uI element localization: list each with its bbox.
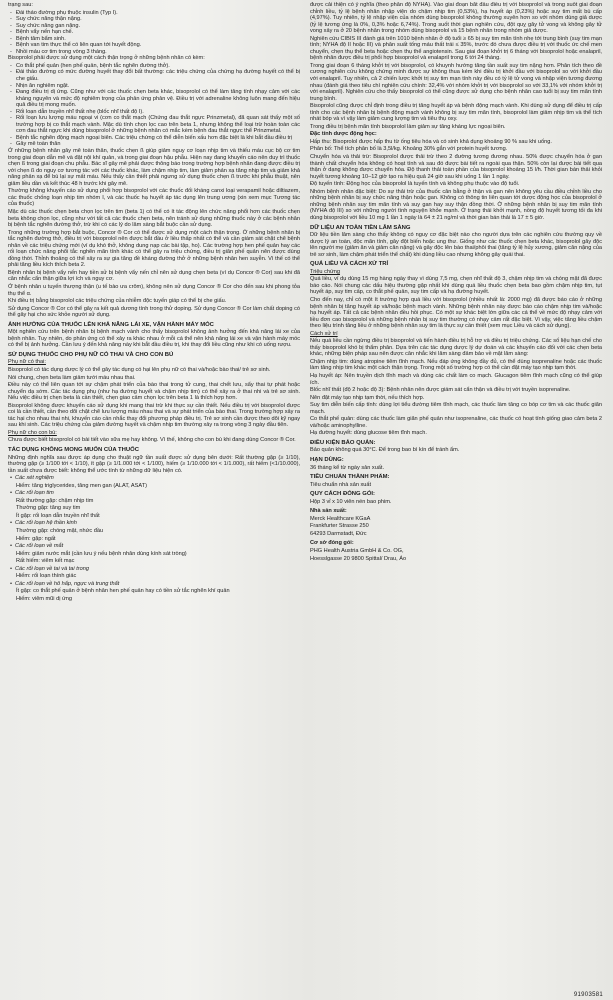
- overdose-paragraph-3: Nếu quá liều cần ngừng điều trị bisoprolol và tiến hành điều trị hỗ trợ và điều trị triệu chứng. Các số liệu hạn chế cho thấy bisoprolol khó bị thẩm phân. Dựa trên các tác dụng dược lý dự đoán và các khuyến cáo đối với các chẹn beta khác, những biện pháp sau nên được cân nhắc khi lâm sàng đảm bảo về mặt lâm sàng:: [310, 338, 602, 358]
- standard-heading: TIÊU CHUẨN THÀNH PHẨM:: [310, 474, 390, 481]
- group-line: Hiếm: giảm nước mắt (cần lưu ý nếu bệnh nhân dùng kính sát tròng): [16, 550, 187, 557]
- group-line: Rất thường gặp: chậm nhịp tim: [16, 497, 94, 504]
- overdose-paragraph-10: Hạ đường huyết: dùng glucose tiêm tĩnh mạch.: [310, 430, 427, 437]
- list-item: - Bệnh vẩy nến hạn chế.: [16, 29, 300, 36]
- group-title: • Các rối loạn hệ thần kinh: [10, 520, 300, 527]
- pregnancy-paragraph-4: Bisoprolol không được khuyến cáo sử dụng khi mang thai trừ khi thực sự cần thiết. Nếu điều trị với bisoprolol được coi là cần thiết, cần theo dõi chặt chẽ lưu lượng máu nhau thai và sự phát triển của bào thai. Trong trường hợp xảy ra tác hại cho nhau thai nhi, khuyến cáo cần nhắc thay đổi phương pháp điều trị. Trẻ sơ sinh cần được theo dõi kỹ ngay sau khi sinh. Các triệu chứng của giảm đường huyết và chậm nhịp tim thường xảy ra trong vòng 3 ngày đầu tiên.: [8, 402, 300, 429]
- contraindication-list: [8, 10, 300, 56]
- overdose-paragraph-9: Co thắt phế quản: dùng các thuốc làm giãn phế quản như isoprenaline, các thuốc có hoạt tính giống giao cảm beta 2 và/hoặc aminophylline.: [310, 416, 602, 429]
- psoriasis-paragraph: Bệnh nhân bị bệnh vẩy nến hay tiền sử bị bệnh vẩy nến chỉ nên sử dụng chẹn beta (ví dụ Concor ® Cor) sau khi đã cân nhắc cẩn thận giữa lợi ích và nguy cơ.: [8, 269, 300, 283]
- overdose-paragraph-7: Nên đặt máy tạo nhịp tạm thời, nếu thích hợp.: [310, 394, 425, 401]
- pheochromocytoma-paragraph: Ở bệnh nhân u tuyến thượng thận (u tế bào ưa crôm), không nên sử dụng Concor ® Cor cho đến sau khi phong tỏa thụ thể α.: [8, 283, 300, 297]
- manufacturer-line: Merck Healthcare KGaA: [310, 515, 371, 522]
- pregnancy-paragraph-1: Bisoprolol có tác dụng dược lý có thể gây tác dụng có hại lên phụ nữ có thai và/hoặc bào thai/ trẻ sơ sinh.: [8, 366, 271, 373]
- driving-paragraph: Một nghiên cứu trên bệnh nhân bị bệnh mạch vành cho thấy bisoprolol không ảnh hưởng đến khả năng lái xe của bệnh nhân. Tuy nhiên, do phản ứng có thể xảy ra khác nhau ở mỗi cá thể nên khả năng lái xe và vận hành máy móc có thể bị ảnh hưởng. Cần lưu ý đến khả năng này khi bắt đầu điều trị, khi thay đổi liều cũng như khi có uống rượu.: [8, 329, 300, 349]
- lactation-paragraph: Chưa được biết bisoprolol có bài tiết vào sữa mẹ hay không. Vì thế, không cho con bú khi đang dùng Concor ® Cor.: [8, 437, 296, 444]
- study-paragraph-3: Trong giai đoạn 6 tháng khởi trị với bisoprolol, có khuynh hướng tăng tần suất suy tim nặng hơn. Phân tích theo đề cương nghiên cứu không chứng minh được sự không thua kém khi điều trị khởi đầu với bisoprolol so với khởi đầu với enalapril. Tuy nhiên, cả 2 chiến lược khởi trị suy tim mạn tính này đều có tỷ lệ tử vong và nhập viện tương đương nhau (đánh giá theo tiêu chí nghiên cứu chính: 32,4% với nhóm khởi trị với bisoprolol so với 33,1% với nhóm khởi trị với enalapril). Nghiên cứu cho thấy bisoprolol có thể cũng được sử dụng cho bệnh nhân cao tuổi bị suy tim mãn tính trung bình.: [310, 62, 602, 102]
- anesthesia-paragraph: Ở những bệnh nhân gây mê toàn thân, thuốc chẹn ß giúp giảm nguy cơ loạn nhịp tim và thiếu máu cục bộ cơ tim trong giai đoạn dẫn mê và đặt nội khí quản, và trong giai đoạn hậu phẫu. Hiện nay đang khuyến cáo nên duy trì thuốc chẹn ß trong giai đoạn chu phẫu. Bác sĩ gây mê phải được thông báo trong trường hợp bệnh nhân đang được điều trị với chẹn ß do nguy cơ tương tác với các thuốc khác, làm chậm nhịp tim, làm giảm phản xạ tăng nhịp tim và giảm khả năng phản xạ để bù lại sự mất máu. Nếu thấy cần thiết phải ngưng sử dụng thuốc chẹn ß trước khi phẫu thuật, nên giảm liều dần và kết thúc 48 h trước khi gây mê.: [8, 148, 300, 187]
- group-line: Hiếm: viêm mũi dị ứng: [16, 595, 72, 602]
- group-title: • Các rối loạn tim: [10, 490, 300, 497]
- right-column: [310, 2, 602, 1000]
- study-paragraph-2: Nghiên cứu CIBIS III đánh giá trên 1010 bệnh nhân ở độ tuổi ≥ 65 bị suy tim mãn tính nhẹ tới trung bình (suy tim mạn tính; NYHA độ II hoặc III) và phân suất tống máu thất trái ≤ 35%, trước đó chưa được điều trị với thuốc ức chế men chuyển, chẹn thụ thể beta hoặc chẹn thụ thể angiotensin. Sau giai đoạn khởi trị 6 tháng với bisoprolol hoặc enalapril, bệnh nhân được điều trị phối hợp bisoprolol và enalapril trong 6 tới 24 tháng.: [310, 35, 602, 62]
- overdose-paragraph-5: Hạ huyết áp: Nên truyền dịch tĩnh mạch và dùng các chất làm co mạch. Glucagon tiêm tĩnh mạch cũng có thể giúp ích.: [310, 372, 602, 386]
- bronchial-paragraph: Mặc dù các thuốc chẹn beta chọn lọc trên tim (beta 1) có thể có ít tác động lên chức năng phổi hơn các thuốc chẹn beta không chọn lọc, cũng như với tất cả các thuốc chẹn beta, nên tránh sử dụng những thuốc này ở các bệnh nhân bị bệnh tắc nghẽn đường thở, trừ khi có các lý do lâm sàng bắt buộc cần sử dụng.: [8, 208, 300, 229]
- group-line: Hiếm: tăng triglycerides, tăng men gan (ALAT, ASAT): [16, 482, 147, 489]
- manufacturer-line: 64293 Darmstadt, Đức: [310, 530, 367, 537]
- pregnancy-paragraph-3: Điều này có thể liên quan tới sự chậm phát triển của bào thai trong tử cung, thai chết lưu, sẩy thai tự phát hoặc chuyển dạ sớm. Các tác dụng phụ (như hạ đường huyết và chậm nhịp tim) có thể xảy ra ở thai nhi và trẻ sơ sinh. Nếu việc điều trị chẹn beta là cần thiết, chẹn giao cảm chọn lọc trên beta 1 là thích hợp hơn.: [8, 382, 300, 402]
- thyrotoxicosis-paragraph: Khi điều trị bằng bisoprolol các triệu chứng của nhiễm độc tuyến giáp có thể bị che giấu.: [8, 298, 227, 305]
- overdose-paragraph-8: Suy tim diễn biến cấp tính: dùng lợi tiểu đường tiêm tĩnh mạch, các thuốc làm tăng co bóp cơ tim và các thuốc giãn mạch.: [310, 402, 602, 415]
- overdose-paragraph-2: Cho đến nay, chỉ có một ít trường hợp quá liều với bisoprolol (nhiều nhất là: 2000 mg) đã được báo cáo ở những bệnh nhân bị tăng huyết áp và/hoặc bệnh mạch vành. Những bệnh nhân này được báo cáo chậm nhịp tim và/hoặc hạ huyết áp. Tất cả các bệnh nhân đều hồi phục. Có một sự khác biệt lớn giữa các cá thể về mức độ nhạy cảm với liều đơn cao bisoprolol và những bệnh nhân bị suy tim thường có nhạy cảm rất đặc biệt. Vì vậy, việc tăng liều chậm theo liệu trình tăng liều ở những bệnh nhân suy tim là thực sự cần thiết (xem mục Liều và cách sử dụng).: [310, 296, 602, 330]
- group-title: • Các rối loạn về hô hấp, ngực và trung thất: [10, 581, 300, 588]
- left-column: [8, 2, 300, 1000]
- storage-text: Bảo quản không quá 30°C. Để trong bao bì kín để tránh ẩm.: [310, 447, 460, 454]
- group-line: Hiếm: rối loạn thính giác: [16, 573, 77, 580]
- list-item: - Bệnh van tim thực thể có liên quan tới huyết động.: [16, 42, 300, 49]
- list-item: - Nhịn ăn nghiêm ngặt.: [16, 83, 300, 90]
- study-paragraph-5: Trong điều trị bệnh mãn tính bisoprolol làm giảm sự tăng kháng lực ngoại biên.: [310, 123, 506, 130]
- group-line: Rất hiếm: viêm kết mạc: [16, 558, 75, 565]
- study-paragraph-4: Bisoprolol cũng được chỉ định trong điều trị tăng huyết áp và bệnh động mạch vành. Khi dùng sử dụng để điều trị cấp tính cho các bệnh nhân bị bệnh động mạch vành không bị suy tim mãn tính, bisoprolol làm giảm nhịp tim và thể tích nhát bóp và vì vậy làm giảm cung lượng tim và tiêu thụ oxy.: [310, 103, 602, 123]
- pk-distribution: Phân bố: Thể tích phân bố là 3,5l/kg. Khoảng 30% gắn với protein huyết tương.: [310, 146, 508, 153]
- packager-heading: Cơ sở đóng gói:: [310, 540, 354, 547]
- shelf-life-text: 36 tháng kể từ ngày sản xuất.: [310, 464, 385, 471]
- group-title: • Các xét nghiệm: [10, 475, 300, 482]
- standard-text: Tiêu chuẩn nhà sản xuất: [310, 481, 372, 488]
- overdose-symptoms-subheading: Triệu chứng: [310, 268, 340, 275]
- list-item: - Suy chức năng thận nặng.: [16, 16, 300, 23]
- combination-paragraph: Thường không khuyến cáo sử dụng phối hợp bisoprolol với các thuốc đối kháng canxi loại verapamil hoặc diltiazem, các thuốc chống loạn nhịp tim nhóm I, và các thuốc hạ huyết áp tác dụng lên trung ương (xin xem mục Tương tác của thuốc): [8, 188, 300, 208]
- pk-special-populations: Nhóm bệnh nhân đặc biệt: Do sự thải trừ của thuốc cân bằng ở thận và gan nên không yêu cầu điều chỉnh liều cho những bệnh nhân bị suy chức năng thận hoặc gan. Không có thông tin liên quan tới dược động học của bisoprolol ở những bệnh nhân suy tim mãn tính và suy gan hay suy thận đồng thời. Ở những bệnh nhân bị suy tim mãn tính (NYHA độ III) so với những người tình nguyện khỏe mạnh. Ở trạng thái khởi mạnh, nồng độ huyết tương tối đa khi dùng bisoprolol với liều 10 mg 1 lần 1 ngày là 64 ± 21 ng/ml và thời gian bán thải là 17 ± 5 giờ.: [310, 188, 602, 221]
- caution-intro: Bisoprolol phải được sử dụng một cách thận trọng ở những bệnh nhân có kèm:: [8, 55, 205, 62]
- pharmacokinetics-heading: Đặc tính dược động học:: [310, 131, 377, 138]
- overdose-paragraph-1: Quá liều, ví dụ dùng 15 mg hàng ngày thay vì dùng 7,5 mg, chẹn nhĩ thất độ 3, chậm nhịp tim và chóng mặt đã được báo cáo. Nói chung các dấu hiệu thường gặp nhất khi dùng quá liều thuốc chẹn beta bao gồm chậm nhịp tim, tụt huyết áp, suy tim cấp, co thắt phế quản, suy tim cấp và hạ đường huyết.: [310, 276, 602, 296]
- packaging-text: Hộp 3 vỉ x 10 viên nén bao phim.: [310, 498, 392, 505]
- group-line: Ít gặp: rối loạn dẫn truyền nhĩ thất: [16, 512, 100, 519]
- side-effects-heading: TÁC DỤNG KHÔNG MONG MUỐN CỦA THUỐC: [8, 447, 140, 453]
- packager-line: PHG Health Austria GmbH & Co. OG,: [310, 548, 404, 555]
- list-item: - Rối loạn dẫn truyền nhĩ thất nhẹ (blốc nhĩ thất độ I).: [16, 109, 300, 116]
- list-item: - Rối loạn lưu lượng máu ngoại vi (cơn co thắt mạch (Chứng đau thắt ngực Prinzmetal), đã quan sát thấy một số trường hợp bị co thắt mạch vành. Mặc dù tính chọn lọc cao trên beta 1, nhưng không thể loại trừ hoàn toàn các cơn đau thắt ngực khi dùng bisoprolol ở những bệnh nhân có mắc kèm bệnh đau thắt ngực thể Prinzmetal.: [16, 115, 300, 135]
- list-item: - Bệnh tắc nghẽn động mạch ngoại biên. Các triệu chứng có thể diễn biến xấu hơn đặc biệt là khi bắt đầu điều trị: [16, 135, 300, 142]
- manufacturer-line: Frankfurter Strasse 250: [310, 523, 369, 530]
- lactation-subheading: Phụ nữ cho con bú:: [8, 429, 57, 436]
- group-line: Thường gặp: chóng mặt, nhức đầu: [16, 528, 104, 535]
- list-item: - Suy chức năng gan nặng.: [16, 23, 300, 30]
- storage-heading: ĐIỀU KIỆN BẢO QUẢN:: [310, 439, 376, 446]
- overdose-paragraph-4: Chậm nhịp tim: dùng atropine tiêm tĩnh mạch. Nếu đáp ứng không đầy đủ, có thể dùng isoprenaline hoặc các thuốc làm tăng nhịp tim khác một cách thận trọng. Trong một số trường hợp có thể cần đặt máy tạo nhịp tạm thời.: [310, 358, 602, 372]
- manufacturer-heading: Nhà sản xuất:: [310, 508, 347, 515]
- group-line: Hiếm: gặp: ngất: [16, 535, 56, 542]
- pregnancy-heading: SỬ DỤNG THUỐC CHO PHỤ NỮ CÓ THAI VÀ CHO CON BÚ: [8, 351, 174, 358]
- shelf-life-heading: HẠN DÙNG:: [310, 457, 344, 463]
- pregnancy-subheading: Phụ nữ có thai:: [8, 359, 46, 366]
- overdose-paragraph-6: Blốc nhĩ thất (độ 2 hoặc độ 3): Bệnh nhân nên được giám sát cẩn thận và điều trị với truyền isoprenaline.: [310, 387, 571, 394]
- preclinical-heading: DỮ LIỆU AN TOÀN TIỀN LÂM SÀNG: [310, 224, 411, 231]
- list-item: - Co thắt phế quản (hen phế quản, bệnh tắc nghẽn đường thở).: [16, 63, 300, 70]
- preclinical-paragraph: Dữ liệu tiền lâm sàng cho thấy không có nguy cơ đặc biệt nào cho người dựa trên các nghiên cứu thường quy về dược lý an toàn, độc mãn tính, gây đột biến hoặc ung thư. Giống như các thuốc chẹn beta khác, bisoprolol gây độc lên người mẹ (giảm ăn và giảm cân nặng) và gây độc lên bào thai/phôi thai (tăng tỷ lệ hủy xương, giảm cân nặng của trẻ sơ sinh, làm chậm phát triển thể chất) khi dùng liều cao nhưng không gây quái thai.: [310, 232, 602, 258]
- list-item: - Bệnh tâm bẩm sinh.: [16, 36, 300, 43]
- list-item: - Đái tháo đường phụ thuộc insulin (Typ I).: [16, 10, 300, 17]
- study-paragraph-1: được cải thiện có ý nghĩa (theo phân độ NYHA). Vào giai đoạn bắt đầu điều trị với bisoprolol và trong suốt giai đoạn chỉnh liều, tỷ lệ bệnh nhân nhập viện do chậm nhịp tim (0,53%), hạ huyết áp (0,23%) hoặc suy tim mất bù cấp (4,97%). Tuy nhiên, tỷ lệ nhập viện của nhóm dùng bisoprolol không thường xuyên hơn so với nhóm dùng giả dược (tỷ lệ tương ứng là 0%, 0,3% hoặc 6,74%). Trong suốt thời gian nghiên cứu, đột quỵ gây tử vong và không gây tử vong xảy ra ở 20 bệnh nhân trong nhóm dùng bisoprolol và 15 bệnh nhân trong nhóm giả dược.: [310, 2, 602, 35]
- list-item: - Đang điều trị dị ứng. Cũng như với các thuốc chẹn beta khác, bisoprolol có thể làm tăng tính nhạy cảm với các kháng nguyên và mức độ nghiêm trọng của phản ứng phản vệ. Điều trị với adrenaline không luôn mang đến hiệu quả điều trị mong muốn.: [16, 89, 300, 109]
- contraindication-intro: trạng sau:: [8, 2, 33, 8]
- side-effects-intro: Những định nghĩa sau được áp dụng cho thuật ngữ tần suất được sử dụng bên dưới: Rất thường gặp (≥ 1/10), thường gặp (≥ 1/100 tới < 1/10), ít gặp (≥ 1/1.000 tới < 1/100), hiếm (≥ 1/10.000 tới < 1/1.000), rất hiếm (<1/10.000), tần suất chưa được biết: không thể ước tính từ những dữ liệu hiện có.: [8, 454, 300, 474]
- packaging-heading: QUY CÁCH ĐÓNG GÓI:: [310, 491, 376, 498]
- pk-absorption: Hấp thu: Bisoprolol được hấp thu từ ống tiêu hóa và có sinh khả dụng khoảng 90 % sau khi uống.: [310, 138, 552, 145]
- list-item: - Gây mê toàn thân: [16, 141, 300, 148]
- document-code: 91903581: [573, 992, 603, 998]
- group-title: • Các rối loạn về tai và tai trong: [10, 566, 300, 573]
- list-item: - Nhồi máu cơ tim trong vòng 3 tháng.: [16, 49, 300, 56]
- overdose-heading: QUÁ LIỀU VÀ CÁCH XỬ TRÍ: [310, 261, 389, 268]
- lung-paragraph: Trong những trường hợp bắt buộc, Concor ® Cor có thể được sử dụng một cách thận trọng. Ở những bệnh nhân bị tắc nghẽn đường thở, điều trị với bisoprolol nên được bắt đầu ở liều thấp nhất có thể và cần giám sát chặt chẽ bệnh nhân về các triệu chứng mới (ví dụ khó thở, không dung nạp các bài tập, ho). Các trường hợp hen phế quản hay các rối loạn chức năng phổi tắc nghẽn mãn tính khác có thể gây ra triệu chứng, điều trị giãn phế quản nên được dùng đồng thời. Thỉnh thoảng có thể xảy ra sự gia tăng đề kháng đường thở ở những bệnh nhân hen suyễn. Vì thế có thể phải tăng liều kích thích beta 2.: [8, 229, 300, 269]
- list-item: - Đái tháo đường có mức đường huyết thay đổi bất thường: các triệu chứng của chứng hạ đường huyết có thể bị che giấu.: [16, 69, 300, 82]
- side-effects-groups: [8, 475, 300, 602]
- driving-heading: ẢNH HƯỞNG CỦA THUỐC LÊN KHẢ NĂNG LÁI XE, VẬN HÀNH MÁY MÓC: [8, 321, 214, 328]
- packager-line: Hoesslgasse 20 9800 Spittal/ Drau, Áo: [310, 555, 407, 562]
- caution-list: [8, 63, 300, 148]
- group-title: • Các rối loạn về mắt: [10, 543, 300, 550]
- pregnancy-paragraph-2: Nói chung, chẹn beta làm giảm tưới máu nhau thai.: [8, 374, 136, 381]
- group-line: Ít gặp: co thắt phế quản ở bệnh nhân hen phế quản hay có tiền sử tắc nghẽn khí quản: [16, 588, 230, 595]
- pk-metabolism: Chuyển hóa và thải trừ: Bisoprolol được thải trừ theo 2 đường tương đương nhau. 50% được chuyển hóa ở gan thành chất chuyển hóa không có hoạt tính và sau đó được bài tiết ra ngoài qua thận. 50% còn lại được bài tiết qua thận ở dạng không được chuyển hóa. Độ thanh thải toàn phần của bisoprolol khoảng 15 l/h. Thời gian bán thải khỏi huyết tương khoảng 10–12 giờ tạo ra hiệu quả 24 giờ sau khi uống 1 lần 1 ngày.: [310, 154, 602, 180]
- pk-linearity: Độ tuyến tính: Động học của bisoprolol là tuyến tính và không phụ thuộc vào độ tuổi.: [310, 181, 520, 188]
- doping-paragraph: Sử dụng Concor ® Cor có thể gây ra kết quả dương tính trong thử doping. Sử dụng Concor ® Cor làm chất doping có thể gây hại cho sức khỏe người sử dụng.: [8, 305, 300, 319]
- overdose-treatment-subheading: Cách xử trí: [310, 330, 338, 337]
- group-line: Thường gặp: tăng suy tim: [16, 505, 81, 512]
